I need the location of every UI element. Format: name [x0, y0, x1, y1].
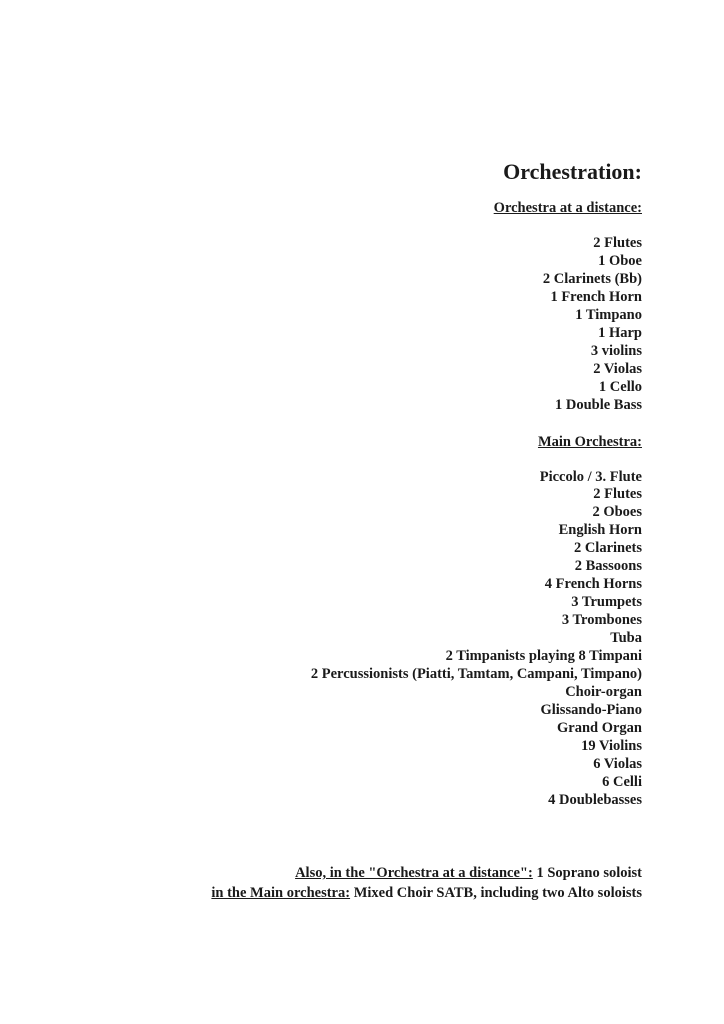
instrument-item: English Horn — [558, 522, 642, 539]
instrument-item: Glissando-Piano — [540, 701, 642, 718]
instrument-item: 1 Harp — [598, 324, 642, 341]
instrument-item: Choir-organ — [565, 683, 642, 700]
footer-label-distance: Also, in the "Orchestra at a distance": — [295, 865, 533, 881]
instrument-item: 4 Doublebasses — [548, 791, 642, 808]
section-heading-main: Main Orchestra: — [537, 433, 642, 450]
instrument-item: 2 Clarinets — [573, 540, 642, 557]
instrument-item: 2 Flutes — [593, 235, 642, 251]
instrument-item: 2 Percussionists (Piatti, Tamtam, Campani, Timpano) — [310, 666, 642, 683]
instrument-item: 3 Trumpets — [571, 594, 642, 611]
instrument-item: 1 Timpano — [575, 306, 642, 323]
instrument-item: 2 Clarinets (Bb) — [542, 270, 642, 287]
instrument-list-distance — [42, 235, 642, 415]
instrument-item: 2 Flutes — [593, 486, 642, 503]
footer-line-2 — [2, 883, 642, 903]
instrument-item: Grand Organ — [557, 719, 642, 736]
footer-text-distance: 1 Soprano soloist — [532, 865, 642, 881]
instrument-item: 1 Cello — [598, 378, 642, 395]
orchestration-block — [42, 157, 642, 810]
instrument-item: Tuba — [610, 630, 642, 647]
instrument-item: 3 violins — [590, 342, 642, 359]
instrument-item: 2 Bassoons — [574, 558, 642, 575]
footer-text-main: Mixed Choir SATB, including two Alto soloists — [350, 885, 642, 901]
instrument-item: 19 Violins — [581, 737, 642, 754]
soloists-note — [2, 863, 642, 903]
instrument-item: 6 Violas — [593, 755, 642, 772]
instrument-item: 6 Celli — [602, 773, 642, 790]
footer-label-main: in the Main orchestra: — [211, 885, 351, 901]
instrument-item: 1 Double Bass — [554, 396, 642, 413]
instrument-item: 3 Trombones — [561, 612, 642, 629]
instrument-item: 4 French Horns — [544, 576, 642, 593]
instrument-item: Piccolo / 3. Flute — [539, 468, 642, 485]
instrument-item: 2 Oboes — [592, 504, 642, 521]
instrument-item: 1 French Horn — [550, 288, 642, 305]
instrument-item: 1 Oboe — [598, 252, 642, 269]
section-heading-distance: Orchestra at a distance: — [493, 200, 642, 216]
footer-line-1 — [2, 863, 642, 883]
instrument-item: 2 Violas — [593, 360, 642, 377]
page-title: Orchestration: — [503, 159, 642, 184]
instrument-item: 2 Timpanists playing 8 Timpani — [445, 648, 642, 665]
instrument-list-main — [42, 469, 642, 810]
